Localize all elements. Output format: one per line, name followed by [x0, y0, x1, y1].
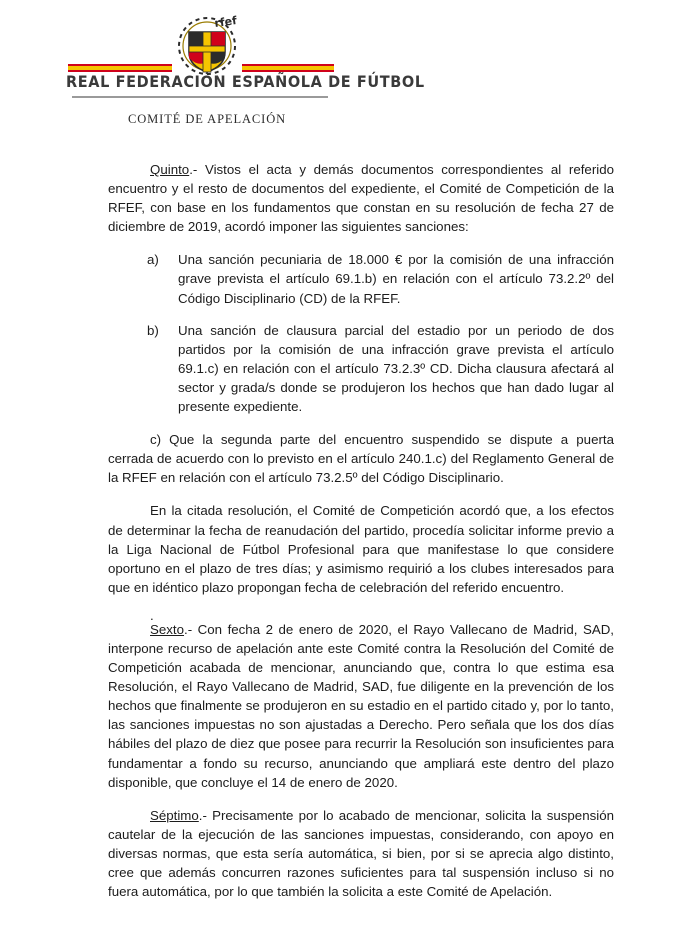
paragraph-quinto-text: .- Vistos el acta y demás documentos correspondientes al referido encuentro y el resto de documentos del expediente, el Comité de Competición de la RFEF, con base en los fundamentos que constan en su resolución de fecha 27 de diciembre de 2019, acordó imponer las siguientes sanciones:	[108, 162, 614, 235]
paragraph-sexto-label: Sexto	[150, 621, 185, 637]
paragraph-quinto-label: Quinto	[150, 162, 190, 177]
paragraph-septimo-label: Séptimo	[150, 807, 199, 823]
paragraph-septimo-text: .- Precisamente por lo acabado de mencionar, solicita la suspensión cautelar de la ejecución de las sanciones impuestas, considerando, con apoyo en diversas normas, que esta sería automática, si bien, por si se aprecia algo distinto, cree que además concurren razones suficientes para tal suspensión incluso si no fuera automática, por lo que también la solicita a este Comité de Apelación.	[108, 807, 614, 900]
letterhead	[0, 0, 696, 100]
paragraph-septimo	[108, 806, 614, 901]
rfef-crest-icon	[174, 12, 240, 78]
flag-bar-right	[242, 64, 334, 72]
list-item	[142, 321, 614, 416]
paragraph-citada-resolucion: En la citada resolución, el Comité de Competición acordó que, a los efectos de determinar la fecha de reanudación del partido, procedía solicitar informe previo a la Liga Nacional de Fútbol Profesional para que manifestase lo que considere oportuno en el plazo de tres días; y asimismo requirió a los clubes interesados para que en idéntico plazo propongan fecha de celebración del referido encuentro.	[108, 503, 614, 595]
list-item-marker: a)	[147, 252, 159, 268]
sanctions-list	[142, 250, 614, 416]
letterhead-rule	[72, 96, 328, 98]
list-item-text: Una sanción pecuniaria de 18.000 € por la comisión de una infracción grave prevista el artículo 69.1.b) en relación con el artículo 73.2.2º del Código Disciplinario (CD) de la RFEF.	[178, 252, 614, 306]
paragraph-sexto	[108, 620, 614, 792]
document-body	[108, 160, 614, 915]
sanctions-list-wrapper	[142, 250, 614, 416]
paragraph-sexto-text: .- Con fecha 2 de enero de 2020, el Rayo Vallecano de Madrid, SAD, interpone recurso de apelación ante este Comité contra la Resolución del Comité de Competición acabada de mencionar, anunciando que, contra lo que estima esa Resolución, el Rayo Vallecano de Madrid, SAD, fue diligente en la prevención de los hechos que finalmente se produjeron en su estadio en el partido citado y, por lo tanto, las sanciones impuestas no son ajustadas a Derecho. Pero señala que los dos días hábiles del plazo de diez que posee para recurrir la Resolución son insuficientes para fundamentar a fondo su recurso, anunciando que ampliará este dentro del plazo disponible, que concluye el 14 de enero de 2020.	[108, 621, 614, 790]
list-item-text: Una sanción de clausura parcial del estadio por un periodo de dos partidos por la comisión de una infracción grave prevista el artículo 69.1.c) en relación con el artículo 73.2.3º CD. Dicha clausura afectará al sector y grada/s donde se produjeron los hechos que han dado lugar al presente expediente.	[178, 322, 614, 415]
rfef-wordmark: REAL FEDERACIÓN ESPAÑOLA DE FÚTBOL	[66, 74, 425, 92]
flag-bar-left	[68, 64, 172, 72]
paragraph-c: c) Que la segunda parte del encuentro suspendido se dispute a puerta cerrada de acuerdo con lo previsto en el artículo 240.1.c) del Reglamento General de la RFEF en relación con el artículo 73.2.5º del Código Disciplinario.	[108, 432, 614, 486]
list-item-marker: b)	[147, 322, 159, 338]
page-title: COMITÉ DE APELACIÓN	[128, 112, 287, 126]
list-item	[142, 250, 614, 307]
paragraph-quinto	[108, 160, 614, 236]
rfef-logo	[66, 12, 425, 98]
stray-period: .	[150, 607, 154, 623]
svg-text:rfef: rfef	[213, 13, 238, 30]
